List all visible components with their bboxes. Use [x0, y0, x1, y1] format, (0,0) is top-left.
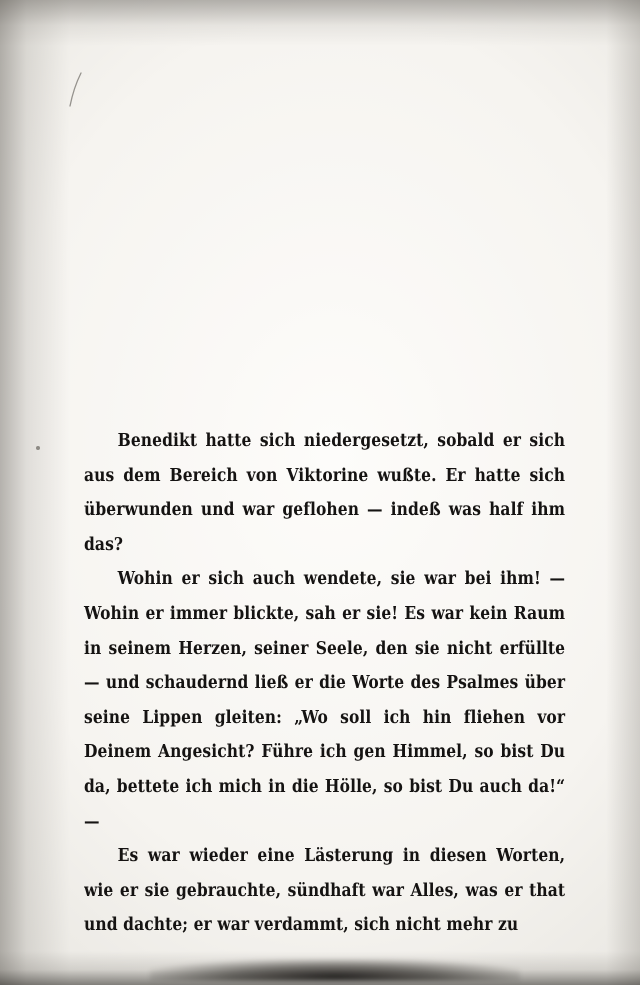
- paragraph: [84, 424, 565, 562]
- paragraph-text: Wohin er sich auch wendete, sie war bei ihm! — Wohin er immer blickte, sah er sie! Es war kein Raum in seinem Herzen, seiner Seele, den sie nicht erfüllte — und schaudernd ließ er die Worte des Psalmes über seine Lippen gleiten: „Wo soll ich hin fliehen vor Deinem Angesicht? Führe ich gen Himmel, so bist Du da, bettete ich mich in die Hölle, so bist Du auch da!“ —: [84, 569, 566, 832]
- paragraph-text: Benedikt hatte sich niedergesetzt, sobald er sich aus dem Bereich von Viktorine wußte. Er hatte sich überwunden und war geflohen — indeß was half ihm das?: [84, 431, 566, 555]
- paragraph: [84, 839, 565, 943]
- paragraph-text: Es war wieder eine Lästerung in diesen Worten, wie er sie gebrauchte, sündhaft war Alles, was er that und dachte; er war verdammt, sich nicht mehr zu: [84, 846, 566, 936]
- paragraph: [84, 562, 565, 839]
- page-text-block: [84, 424, 570, 943]
